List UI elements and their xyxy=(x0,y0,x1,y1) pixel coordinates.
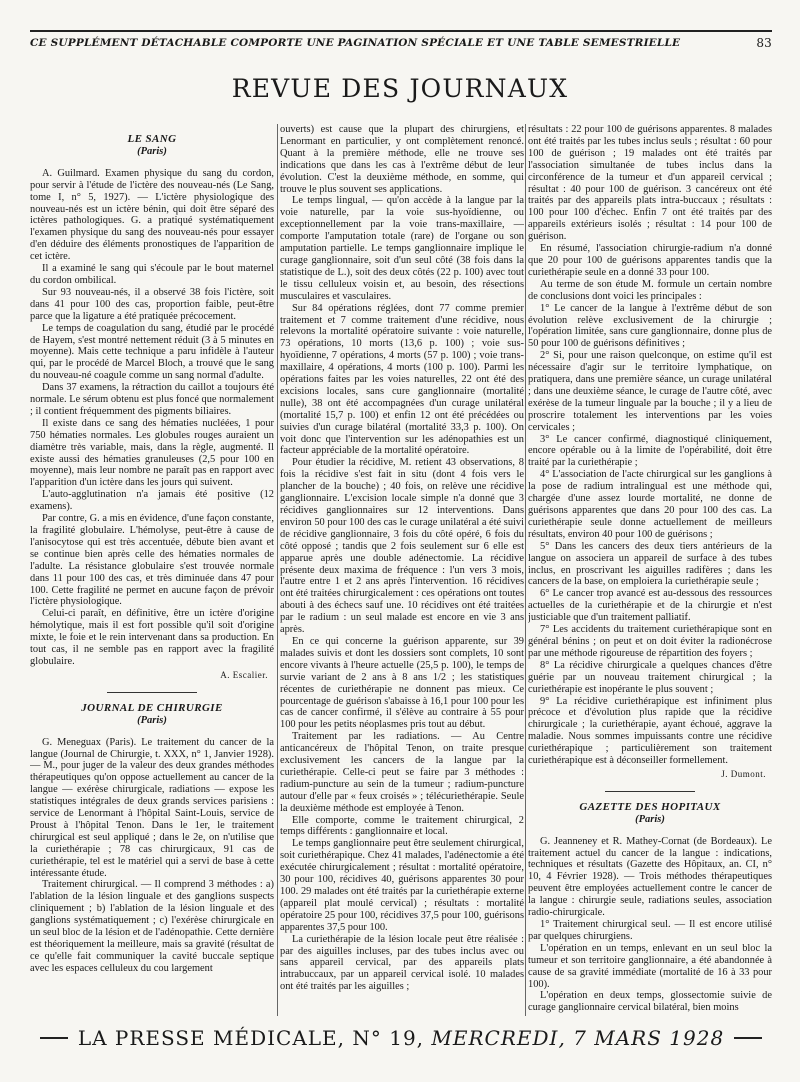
paragraph: 6° Le cancer trop avancé est au-dessous des ressources actuelles de la curiethérapie et de la chirurgie et n'est justiciable que d'un traitement palliatif. xyxy=(528,588,772,624)
paragraph: 1° Traitement chirurgical seul. — Il est encore utilisé par quelques chirurgiens. xyxy=(528,919,772,942)
top-rule xyxy=(30,30,772,32)
paragraph: La curiethérapie de la lésion locale peut être réalisée : par des aiguilles incluses, par des tubes inclus avec ou sans appareil cervical, par des appareils plats intrabuccaux, par un appareil cervical isolé. 10 malades ont été traités par les aiguilles ; xyxy=(280,933,524,993)
footer-rule xyxy=(734,1037,762,1039)
paragraph: Le temps ganglionnaire peut être seulement chirurgical, soit curiethérapique. Chez 41 malades, l'adénectomie a été exécutée chirurgicalement ; résultat : mortalité opératoire, 30 pour 100, récidives 40, guérisons apparentes 30 pour 100. 29 malades ont été traités par la curiethérapie externe (appareil plat moulé cervical) ; résultats : mortalité opératoire 25 pour 100, récidives 37,5 pour 100, guérisons apparentes 37,5 pour 100. xyxy=(280,838,524,933)
paragraph: G. Meneguax (Paris). Le traitement du cancer de la langue (Journal de Chirurgie, t. XXX, n° 1, Janvier 1928). — M., pour juger de la valeur des deux grandes méthodes thérapeutiques qu'on oppose actuellement au cancer de la langue — exérèse chirurgicale, radiations — expose les statistiques intégrales de deux grands services parisiens : service de Lenormant à l'hôpital Saint-Louis, service de Proust à l'hôpital Tenon. Dans le 1er, le traitement chirurgical est seul appliqué ; dans le 2e, on n'utilise que la curiethérapie ; 78 cas chirurgicaux, 91 cas de curiethérapie, tel est le matériel qui a servi de base à cette intéressante étude. xyxy=(30,736,274,879)
paragraph: Le temps de coagulation du sang, étudié par le procédé de Hayem, s'est montré nettement réduit (3 à 5 minutes en moyenne). Mais cette technique a paru infidèle à l'auteur qui, par le procédé de Marcel Bloch, a trouvé que le sang du nouveau-né coagule comme un sang normal d'adulte. xyxy=(30,322,274,382)
column-1 xyxy=(30,124,274,1016)
paragraph: En ce qui concerne la guérison apparente, sur 39 malades suivis et dont les dossiers sont complets, 10 sont encore vivants à l'heure actuelle (25,5 p. 100), le temps de survie variant de 2 ans à 8 ans 1/2 ; les statistiques récentes de curiethérapie ne donnent pas mieux. Ce pourcentage de guérison s'abaisse à 16,1 pour 100 pour les cas de cancer confirmé, il s'élève au contraire à 55 pour 100 pour les petits néoplasmes pris tout au début. xyxy=(280,635,524,731)
paragraph: Par contre, G. a mis en évidence, d'une façon constante, la fragilité globulaire. L'hémolyse, peut-être à cause de l'anisocytose qui est très accentuée, débute bien avant et se continue bien après celle des hématies normales de l'adulte. La résistance globulaire s'est trouvée normale dans 11 pour 100 des cas, et très diminuée dans 47 pour 100. Cette fragilité ne permet en aucune façon de prévoir l'ictère physiologique. xyxy=(30,513,274,608)
paragraph: 7° Les accidents du traitement curiethérapique sont en général bénins ; on peut et on doit éviter la radionécrose par une méthode rigoureuse de répartition des foyers ; xyxy=(528,624,772,659)
running-header xyxy=(30,36,772,50)
paragraph: 3° Le cancer confirmé, diagnostiqué cliniquement, encore opérable ou à la limite de l'opérabilité, doit être traité par la curiethérapie ; xyxy=(528,433,772,469)
column-divider xyxy=(525,124,526,1016)
paragraph: Sur 84 opérations réglées, dont 77 comme premier traitement et 7 comme traitement d'une récidive, nous relevons la mortalité opératoire suivante : voie naturelle, 73 opérations, 10 morts (13,6 p. 100) ; voie sus-hyoïdienne, 7 opérations, 4 morts (57 p. 100) ; voie trans-maxillaire, 4 opérations, 4 morts (100 p. 100). Parmi les opérations faites par les voies naturelles, 22 ont été des excisions locales, sans cure ganglionnaire (mortalité nulle), 38 ont été accompagnées d'un curage unilatéral (mortalité 15,7 p. 100) et enfin 12 ont été précédées ou suivies d'un curage bilatéral (mortalité 33,3 p. 100). On voit donc que l'intervention sur les adénopathies est un facteur appréciable de la mortalité opératoire. xyxy=(280,302,524,457)
section-subtitle: (Paris) xyxy=(137,714,167,726)
footer-text xyxy=(78,1026,724,1050)
paragraph: 4° L'association de l'acte chirurgical sur les ganglions à la pose de radium intralingual est une méthode qui, chargée d'une assez lourde mortalité, ne donne de guérisons apparentes que dans 20 pour 100 des cas. La curiethérapie seule donne actuellement de meilleurs résultats, environ 40 pour 100 de guérisons ; xyxy=(528,469,772,540)
paragraph: L'opération en deux temps, glossectomie suivie de curage ganglionnaire cervical bilatéral, bien moins xyxy=(528,990,772,1014)
paragraph: Le temps lingual, — qu'on accède à la langue par la voie naturelle, par la voie sus-hyoïdienne, ou exceptionnellement par la voie trans-maxillaire, — comporte l'amputation totale (rare) de l'organe ou son amputation partielle. Le temps ganglionnaire implique le curage ganglionnaire, soit d'un seul côté (38 fois dans la statistique de L.), soit des deux côtés (22 p. 100) avec tout le tissu celluleux voisin et, au besoin, des résections musculaires et vasculaires. xyxy=(280,195,524,302)
section-rule xyxy=(107,692,197,693)
column-3 xyxy=(528,124,772,1016)
running-title: CE SUPPLÉMENT DÉTACHABLE COMPORTE UNE PAGINATION SPÉCIALE ET UNE TABLE SEMESTRIELLE xyxy=(30,37,681,49)
paragraph: 2° Si, pour une raison quelconque, on estime qu'il est nécessaire d'agir sur le territoire lymphatique, on pratiquera, dans une première séance, un curage unilatéral ; dans une deuxième séance, le curage de l'autre côté, avec exérèse de la tumeur linguale par la bouche ; il y a lieu de proscrire totalement les interventions par les voies cervicales ; xyxy=(528,350,772,433)
page-number: 83 xyxy=(756,36,772,50)
paragraph: Celui-ci paraît, en définitive, être un ictère d'origine hémolytique, mais il est fort possible qu'il soit d'origine mixte, le foie et le rein intervenant dans sa production. En tout cas, il ne semble pas en rapport avec la fragilité globulaire. xyxy=(30,608,274,667)
paragraph: Pour étudier la récidive, M. retient 43 observations, 8 fois la récidive s'est fait in situ (dont 4 fois vers le plancher de la bouche) ; 40 fois, on relève une récidive ganglionnaire. L'excision locale simple n'a donné que 3 récidives ganglionnaires sur 12 interventions. Dans environ 50 pour 100 des cas le curage unilatéral a été suivi de récidive ganglionnaire, 3 fois du côté opéré, 6 fois du côté opposé ; tandis que 2 fois seulement sur 6 elle est apparue après une double adénectomie. La récidive présente deux maxima de fréquence : l'un vers 3 mois, l'autre entre 1 et 2 ans après l'intervention. 16 récidives ont été traitées chirurgicalement : ces opérations ont toutes abouti à des échecs sauf une. 10 récidives ont été traitées par le radium : un seul malade est encore en vie 3 ans après. xyxy=(280,457,524,636)
issue-date: MERCREDI, 7 MARS 1928 xyxy=(431,1026,725,1050)
section-title: LE SANG xyxy=(127,133,177,145)
paragraph: En résumé, l'association chirurgie-radium n'a donné que 20 pour 100 de guérisons apparentes tandis que la curiethérapie seule en a donné 33 pour 100. xyxy=(528,243,772,278)
author-signature: A. Escalier. xyxy=(220,669,268,680)
column-divider xyxy=(277,124,278,1016)
paragraph: résultats : 22 pour 100 de guérisons apparentes. 8 malades ont été traités par les tubes inclus seuls ; résultat : 60 pour 100 de guérison ; 19 malades ont été traités par l'association simultanée de tubes inclus dans la circonférence de la tumeur et d'un appareil cervical ; résultat : 40 pour 100 de guérison. 3 cancéreux ont été traités par des appareils plats intra-buccaux ; résultats : 100 pour 100 d'échec. Enfin 7 ont été traités par des appareils extérieurs isolés ; résultat : 14 pour 100 de guérison. xyxy=(528,124,772,243)
section-title: GAZETTE DES HOPITAUX xyxy=(579,800,721,813)
paragraph: ouverts) est cause que la plupart des chirurgiens, et Lenormant en particulier, y ont complètement renoncé. Quant à la première méthode, elle ne trouve ses indications que dans les cas à l'extrême début de leur évolution. C'est la deuxième méthode, en somme, qui trouve le plus souvent ses applications. xyxy=(280,124,524,195)
paragraph: Traitement par les radiations. — Au Centre anticancéreux de l'hôpital Tenon, on traite presque exclusivement les cancers de la langue par la curiethérapie. Celle-ci peut se faire par 3 méthodes : radium-puncture au sein de la tumeur ; radium-puncture autour d'elle par « feux croisés » ; télécuriethérapie. Seule la deuxième méthode est employée à Tenon. xyxy=(280,731,524,814)
paragraph: Il existe dans ce sang des hématies nucléées, 1 pour 750 hématies normales. Les globules rouges auraient un diamètre très variable, mais, dans la règle, augmenté. Il existe aussi des hématies granuleuses (2,5 pour 100 en moyenne), mais leur nombre ne paraît pas en rapport avec l'apparition d'un ictère dans les jours qui suivent. xyxy=(30,417,274,489)
paragraph: 5° Dans les cancers des deux tiers antérieurs de la langue on associera un appareil de surface à des tubes inclus, en proscrivant les aiguilles radifères ; dans les cancers de la base, on emploiera la curiethérapie seule ; xyxy=(528,540,772,588)
paragraph: 1° Le cancer de la langue à l'extrême début de son évolution relève exclusivement de la chirurgie ; l'opération limitée, sans cure ganglionnaire, donne plus de 50 pour 100 de guérisons définitives ; xyxy=(528,302,772,350)
paragraph: 9° La récidive curiethérapique est infiniment plus précoce et d'évolution plus rapide que la récidive chirurgicale ; la curiethérapie, ayant échoué, aggrave la maladie. Nous sommes impuissants contre une récidive curiethérapique ; particulièrement son traitement curiethérapique est à déconseiller formellement. xyxy=(528,695,772,767)
paragraph: Il a examiné le sang qui s'écoule par le bout maternel du cordon ombilical. xyxy=(30,263,274,286)
paragraph: L'auto-agglutination n'a jamais été positive (12 examens). xyxy=(30,489,274,513)
paragraph: G. Jeanneney et R. Mathey-Cornat (de Bordeaux). Le traitement actuel du cancer de la langue : indications, techniques et résultats (Gazette des Hôpitaux, an. CI, n° 10, 4 Février 1928). — Trois méthodes thérapeutiques peuvent être employées actuellement contre le cancer de la langue : chirurgie seule, radiations seules, association radio-chirurgicale. xyxy=(528,835,772,919)
column-2 xyxy=(280,124,524,1016)
paragraph: Elle comporte, comme le traitement chirurgical, 2 temps différents : ganglionnaire et local. xyxy=(280,814,524,838)
section-subtitle: (Paris) xyxy=(635,813,665,825)
section-title: JOURNAL DE CHIRURGIE xyxy=(81,701,223,714)
footer-rule xyxy=(40,1037,68,1039)
paragraph: Traitement chirurgical. — Il comprend 3 méthodes : a) l'ablation de la lésion linguale et des ganglions suspects cliniquement ; b) l'ablation de la lésion linguale et des ganglions systématiquement ; c) l'exérèse chirurgicale en un seul bloc de la lésion et de l'adénopathie. Cette dernière est théoriquement la meilleure, mais sa gravité (résultat de ce qu'elle fait communiquer la cavité buccale septique avec les espaces celluleux du cou largement xyxy=(30,879,274,974)
paragraph: A. Guilmard. Examen physique du sang du cordon, pour servir à l'étude de l'ictère des nouveau-nés (Le Sang, tome I, n° 5, 1927). — L'ictère physiologique des nouveau-nés est un ictère bénin, qui doit être séparé des ictères pathologiques. G. a pratiqué systématiquement l'examen physique du sang des nouveau-nés pour essayer d'en déduire des éléments pronostiques de l'apparition de cet ictère. xyxy=(30,167,274,263)
section-rule xyxy=(605,791,695,792)
paragraph: Au terme de son étude M. formule un certain nombre de conclusions dont voici les principales : xyxy=(528,278,772,302)
page-footer xyxy=(30,1024,772,1052)
section-subtitle: (Paris) xyxy=(137,145,167,157)
paragraph: 8° La récidive chirurgicale a quelques chances d'être guérie par un nouveau traitement chirurgical ; la curiethérapie est inopérante le plus souvent ; xyxy=(528,659,772,695)
author-signature: J. Dumont. xyxy=(721,768,766,779)
paragraph: Dans 37 examens, la rétraction du caillot a toujours été normale. Le sérum obtenu est plus foncé que normalement ; il contient fréquemment des pigments biliaires. xyxy=(30,382,274,417)
page-title: REVUE DES JOURNAUX xyxy=(231,74,569,103)
journal-name: LA PRESSE MÉDICALE, N° 19, xyxy=(77,1026,425,1050)
paragraph: Sur 93 nouveau-nés, il a observé 38 fois l'ictère, soit dans 41 pour 100 des cas, proportion faible, peut-être parce que la ligature a été pratiquée précocement. xyxy=(30,286,274,322)
paragraph: L'opération en un temps, enlevant en un seul bloc la tumeur et son territoire ganglionnaire, a été abandonnée à cause de sa gravité immédiate (mortalité de 16 à 33 pour 100). xyxy=(528,942,772,990)
